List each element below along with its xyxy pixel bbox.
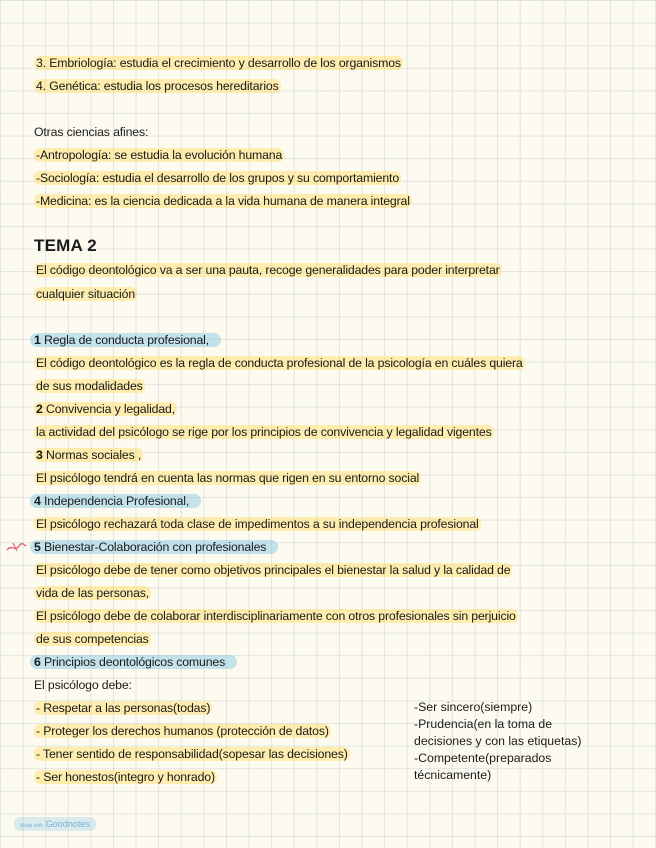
- list-item: [34, 746, 350, 762]
- subheading-text: Principios deontológicos comunes: [40, 655, 226, 669]
- text-line: [34, 631, 151, 647]
- list-item: -Competente(preparados: [414, 751, 552, 765]
- highlighted-text: El psicólogo debe de colaborar interdisciplinariamente con otros profesionales sin perjuicio: [36, 609, 516, 623]
- list-item: decisiones y con las etiquetas): [414, 734, 582, 748]
- highlighted-text: -Medicina: es la ciencia dedicada a la vida humana de manera integral: [36, 194, 410, 208]
- goodnotes-badge: [14, 817, 96, 831]
- text-line: [34, 562, 512, 578]
- highlighted-text: - Tener sentido de responsabilidad(sopesar las decisiones): [36, 747, 348, 761]
- highlighted-text: El psicólogo rechazará toda clase de impedimentos a su independencia profesional: [36, 517, 479, 531]
- section-number: 6: [34, 655, 41, 669]
- section-number: 5: [34, 540, 41, 554]
- text-line: [34, 516, 481, 532]
- list-item: -Prudencia(en la toma de: [414, 717, 553, 731]
- text-line: [34, 424, 494, 440]
- subheading-6: [34, 654, 237, 670]
- subheading-1: [34, 332, 221, 348]
- list-item: técnicamente): [414, 768, 492, 782]
- text-line: [34, 262, 502, 278]
- text-line: [34, 78, 281, 94]
- section-number: 3: [36, 448, 43, 462]
- section-number: 2: [36, 402, 43, 416]
- highlighted-text: El código deontológico es la regla de conducta profesional de la psicología en cuáles quiera: [36, 356, 523, 370]
- highlighted-text: la actividad del psicólogo se rige por los principios de convivencia y legalidad vigentes: [36, 425, 492, 439]
- subheading-4: [34, 493, 201, 509]
- list-item: [34, 769, 217, 785]
- subheading-text: Regla de conducta profesional,: [40, 333, 210, 347]
- text-line: [34, 355, 525, 371]
- highlighted-text: El código deontológico va a ser una pauta, recoge generalidades para poder interpretar: [36, 263, 500, 277]
- subheading-text: Normas sociales ,: [42, 448, 142, 462]
- highlighted-text: El psicólogo tendrá en cuenta las normas que rigen en su entorno social: [36, 471, 420, 485]
- text-line: [34, 378, 145, 394]
- text-line: [34, 55, 403, 71]
- section-number: 4: [34, 494, 41, 508]
- text-line: [34, 470, 421, 486]
- section-heading: TEMA 2: [34, 236, 97, 255]
- list-item: [34, 700, 212, 716]
- list-item: -Ser sincero(siempre): [414, 700, 533, 714]
- subheading-5: [34, 539, 278, 555]
- pen-mark-icon: [5, 540, 27, 554]
- badge-prefix: Made with: [20, 823, 43, 829]
- text-line: [34, 585, 151, 601]
- text-line: El psicólogo debe:: [34, 678, 132, 692]
- section-number: 1: [34, 333, 41, 347]
- text-line: [34, 286, 137, 302]
- text-line: [34, 193, 412, 209]
- subheading-text: Convivencia y legalidad,: [42, 402, 175, 416]
- text-line: [34, 147, 284, 163]
- highlighted-text: - Respetar a las personas(todas): [36, 701, 211, 715]
- subheading-3: [34, 447, 143, 463]
- highlighted-text: de sus modalidades: [36, 379, 143, 393]
- highlighted-text: 4. Genética: estudia los procesos hereditarios: [36, 79, 279, 93]
- highlighted-text: - Ser honestos(integro y honrado): [36, 770, 215, 784]
- highlighted-text: -Antropología: se estudia la evolución humana: [36, 148, 283, 162]
- highlighted-text: 3. Embriología: estudia el crecimiento y desarrollo de los organismos: [36, 56, 401, 70]
- list-item: [34, 723, 331, 739]
- subheading-2: [34, 401, 177, 417]
- text-line: Otras ciencias afines:: [34, 125, 149, 139]
- highlighted-text: - Proteger los derechos humanos (protección de datos): [36, 724, 329, 738]
- highlighted-text: vida de las personas,: [36, 586, 150, 600]
- badge-brand: Goodnotes: [45, 819, 90, 829]
- highlighted-text: de sus competencias: [36, 632, 149, 646]
- highlighted-text: -Sociología: estudia el desarrollo de los grupos y su comportamiento: [36, 171, 400, 185]
- subheading-text: Bienestar-Colaboración con profesionales: [40, 540, 267, 554]
- highlighted-text: cualquier situación: [36, 287, 136, 301]
- text-line: [34, 170, 401, 186]
- highlighted-text: El psicólogo debe de tener como objetivos principales el bienestar la salud y la calidad de: [36, 563, 511, 577]
- text-line: [34, 608, 518, 624]
- subheading-text: Independencia Profesional,: [40, 494, 190, 508]
